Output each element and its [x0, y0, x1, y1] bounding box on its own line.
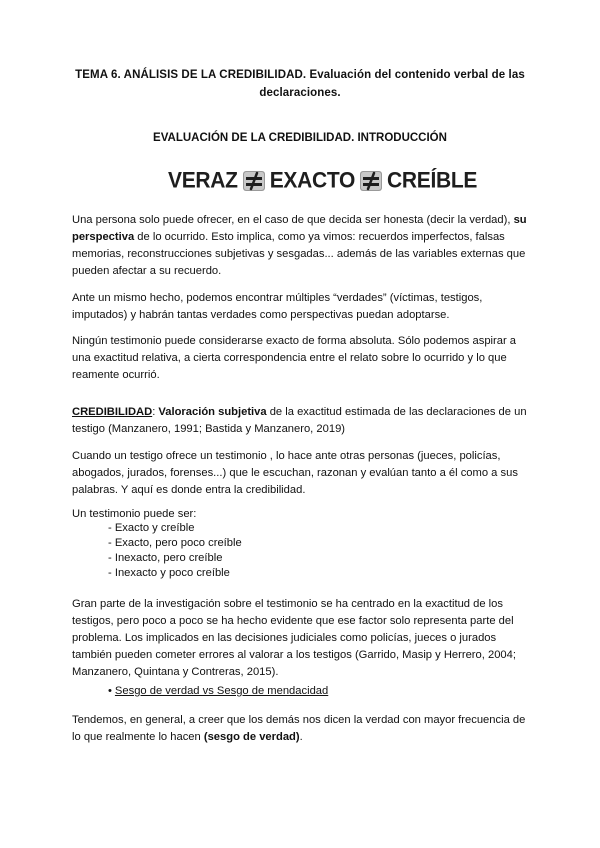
- banner-word-veraz: VERAZ: [168, 168, 238, 193]
- definition-term: CREDIBILIDAD: [72, 406, 153, 418]
- list-item: - Exacto y creíble: [108, 521, 242, 536]
- paragraph-perspectiva: [72, 212, 532, 280]
- banner-word-creible: CREÍBLE: [387, 168, 478, 193]
- document-title-line2: declaraciones.: [259, 87, 341, 99]
- paragraph-text: Una persona solo puede ofrecer, en el caso de que decida ser honesta (decir la verdad),: [72, 214, 511, 226]
- bullet-text: Sesgo de verdad vs Sesgo de mendacidad: [114, 685, 329, 697]
- paragraph-options-intro: Un testimonio puede ser:: [72, 508, 197, 520]
- not-equal-icon: [242, 170, 266, 192]
- paragraph-text: Tendemos, en general, a creer que los demás nos dicen la verdad con mayor frecuencia de lo que realmente lo hacen: [72, 714, 526, 743]
- definition-credibilidad: [72, 404, 532, 438]
- list-item: - Inexacto, pero creíble: [108, 551, 242, 566]
- banner-word-exacto: EXACTO: [269, 168, 356, 193]
- paragraph-exactitud: Ningún testimonio puede considerarse exacto de forma absoluta. Sólo podemos aspirar a una exactitud relativa, a cierta correspondencia entre el relato sobre lo ocurrido y lo que reamente ocurrió.: [72, 335, 517, 381]
- definition-rest: de la exactitud estimada de las declaraciones de un testigo (Manzanero, 1991; Bastida y Manzanero, 2019): [72, 406, 527, 435]
- bullet-sesgo: [108, 685, 328, 697]
- list-item: - Inexacto y poco creíble: [108, 566, 242, 581]
- paragraph-investigacion: Gran parte de la investigación sobre el testimonio se ha centrado en la exactitud de los testigos, pero poco a poco se ha hecho evidente que ese factor solo representa parte del problema. Los implicados en las decisiones judiciales como policías, jueces o jurados también pueden cometer errores al valorar a los testigos (Garrido, Masip y Herrero, 2004; Manzanero, Quintana y Contreras, 2015).: [72, 598, 516, 678]
- definition-colon: :: [152, 406, 156, 418]
- paragraph-sesgo-verdad: [72, 712, 532, 746]
- veraz-exacto-creible-banner: [168, 165, 478, 197]
- paragraph-testigo: Cuando un testigo ofrece un testimonio , lo hace ante otras personas (jueces, policías, abogados, jurados, forenses...) que le escuchan, razonan y evalúan tanto a él como a sus palabras. Y aquí es donde entra la credibilidad.: [72, 450, 518, 496]
- not-equal-icon: [359, 170, 383, 192]
- paragraph-verdades: Ante un mismo hecho, podemos encontrar múltiples “verdades” (víctimas, testigos, imputados) y habrán tantas verdades como perspectivas puedan adoptarse.: [72, 292, 483, 321]
- paragraph-text: de lo ocurrido. Esto implica, como ya vimos: recuerdos imperfectos, falsas memorias, reconstrucciones subjetivas y sesgadas... además de las variables externas que pueden afectar a su recuerdo.: [72, 231, 526, 277]
- document-title: [70, 66, 530, 102]
- bold-text: su perspectiva: [72, 214, 527, 243]
- bold-text: (sesgo de verdad): [203, 731, 300, 743]
- section-title: EVALUACIÓN DE LA CREDIBILIDAD. INTRODUCCIÓN: [153, 132, 447, 144]
- document-title-line1: TEMA 6. ANÁLISIS DE LA CREDIBILIDAD. Evaluación del contenido verbal de las: [75, 69, 525, 81]
- definition-bold: Valoración subjetiva: [158, 406, 267, 418]
- testimony-options-list: [108, 521, 242, 581]
- paragraph-end: .: [299, 731, 303, 743]
- list-item: - Exacto, pero poco creíble: [108, 536, 242, 551]
- bullet-icon: •: [108, 685, 112, 697]
